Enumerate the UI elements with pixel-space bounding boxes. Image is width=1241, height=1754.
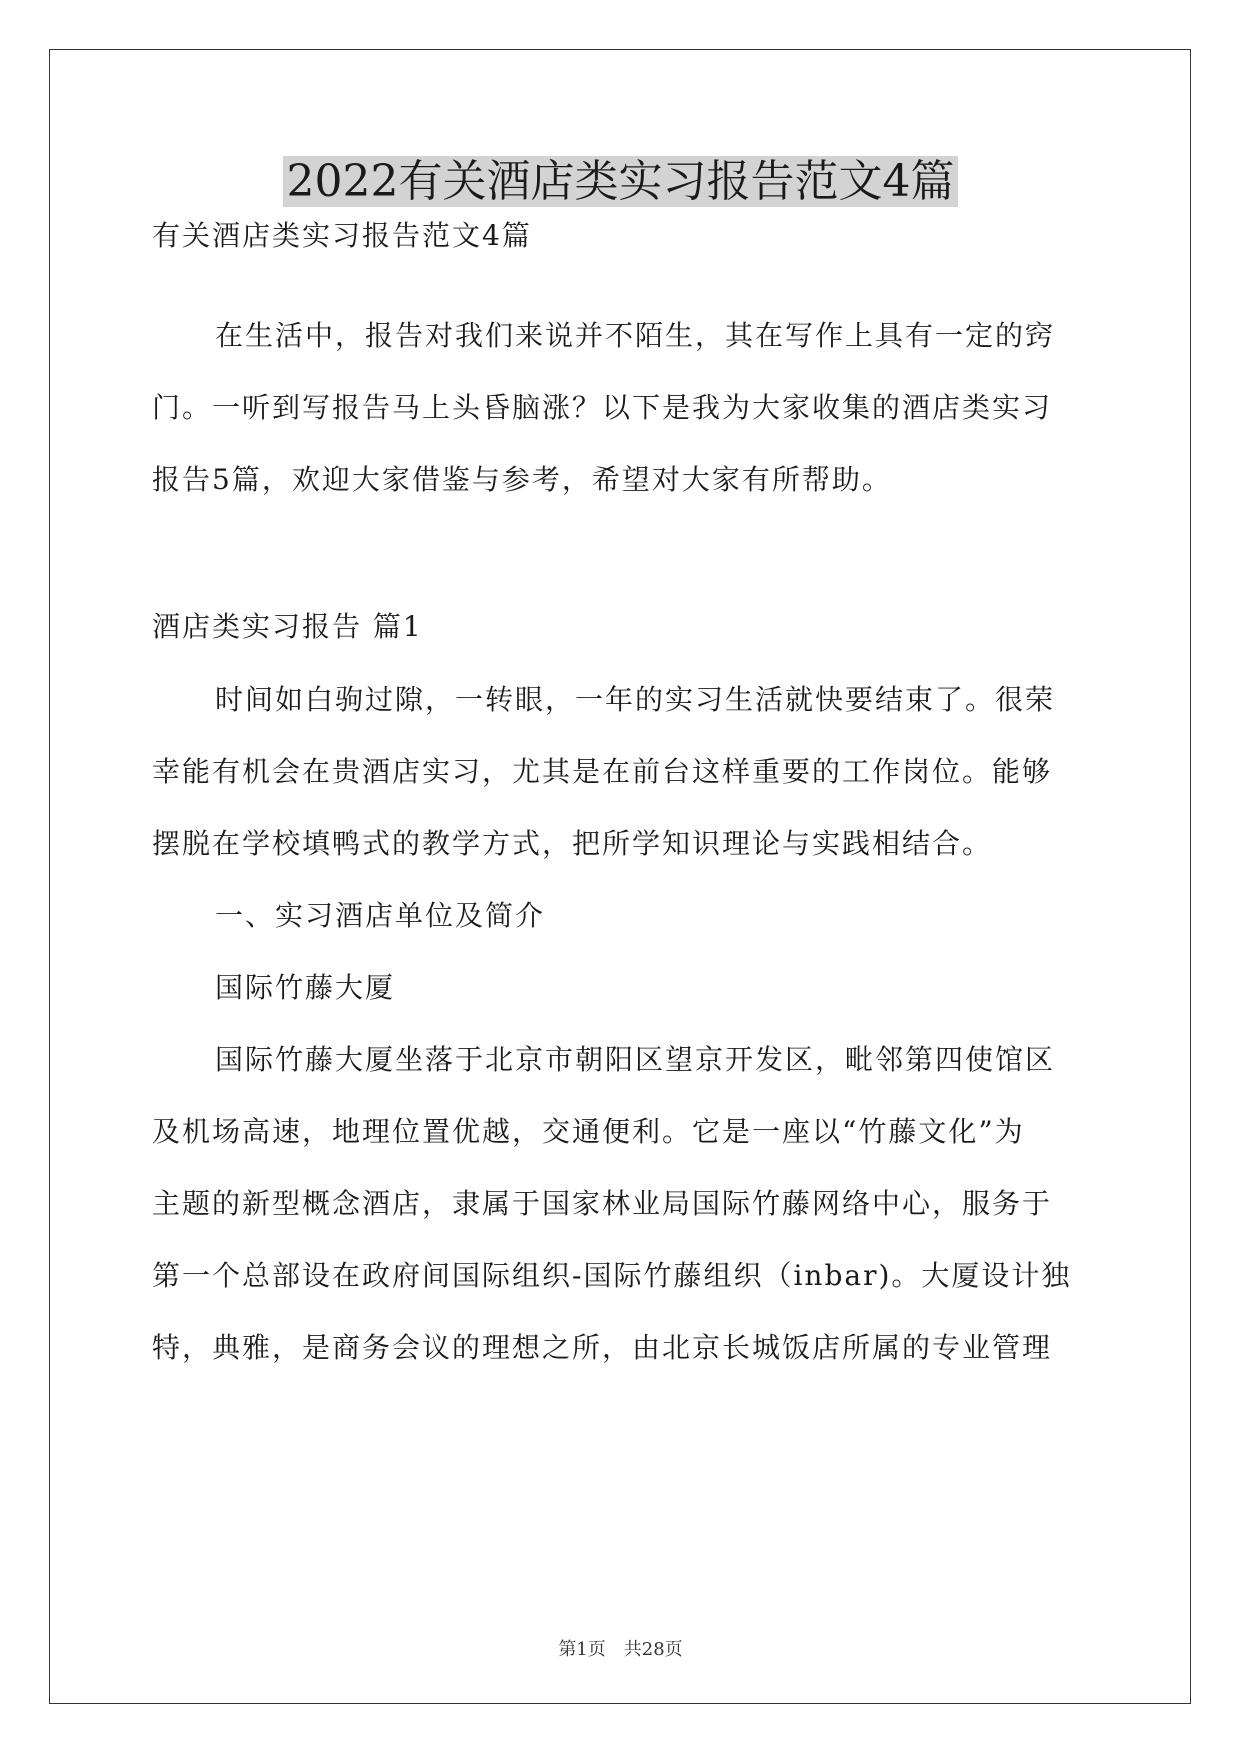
paragraph-line: 摆脱在学校填鸭式的教学方式，把所学知识理论与实践相结合。 <box>152 827 993 860</box>
paragraph-line: 幸能有机会在贵酒店实习，尤其是在前台这样重要的工作岗位。能够 <box>152 755 1053 788</box>
document-subtitle: 有关酒店类实习报告范文4篇 <box>152 219 532 252</box>
document-title: 2022有关酒店类实习报告范文4篇 <box>0 152 1241 212</box>
page-footer: 第1页 共28页 <box>558 1639 683 1660</box>
section-heading: 酒店类实习报告 篇1 <box>152 610 423 643</box>
paragraph-line: 特，典雅，是商务会议的理想之所，由北京长城饭店所属的专业管理 <box>152 1331 1053 1364</box>
paragraph-line: 门。一听到写报告马上头昏脑涨？以下是我为大家收集的酒店类实习 <box>152 391 1053 424</box>
paragraph-line: 报告5篇，欢迎大家借鉴与参考，希望对大家有所帮助。 <box>152 463 892 496</box>
paragraph-line: 国际竹藤大厦坐落于北京市朝阳区望京开发区，毗邻第四使馆区 <box>215 1043 1056 1076</box>
paragraph-line: 第一个总部设在政府间国际组织-国际竹藤组织（inbar)。大厦设计独 <box>152 1259 1072 1292</box>
subsection-heading: 一、实习酒店单位及简介 <box>215 899 546 932</box>
page-border <box>49 49 1191 1704</box>
paragraph-line: 时间如白驹过隙，一转眼，一年的实习生活就快要结束了。很荣 <box>215 683 1056 716</box>
paragraph-line: 及机场高速，地理位置优越，交通便利。它是一座以“竹藤文化”为 <box>152 1115 1025 1148</box>
paragraph-line: 主题的新型概念酒店，隶属于国家林业局国际竹藤网络中心，服务于 <box>152 1187 1053 1220</box>
paragraph-line: 在生活中，报告对我们来说并不陌生，其在写作上具有一定的窍 <box>215 319 1056 352</box>
hotel-name: 国际竹藤大厦 <box>215 971 396 1004</box>
